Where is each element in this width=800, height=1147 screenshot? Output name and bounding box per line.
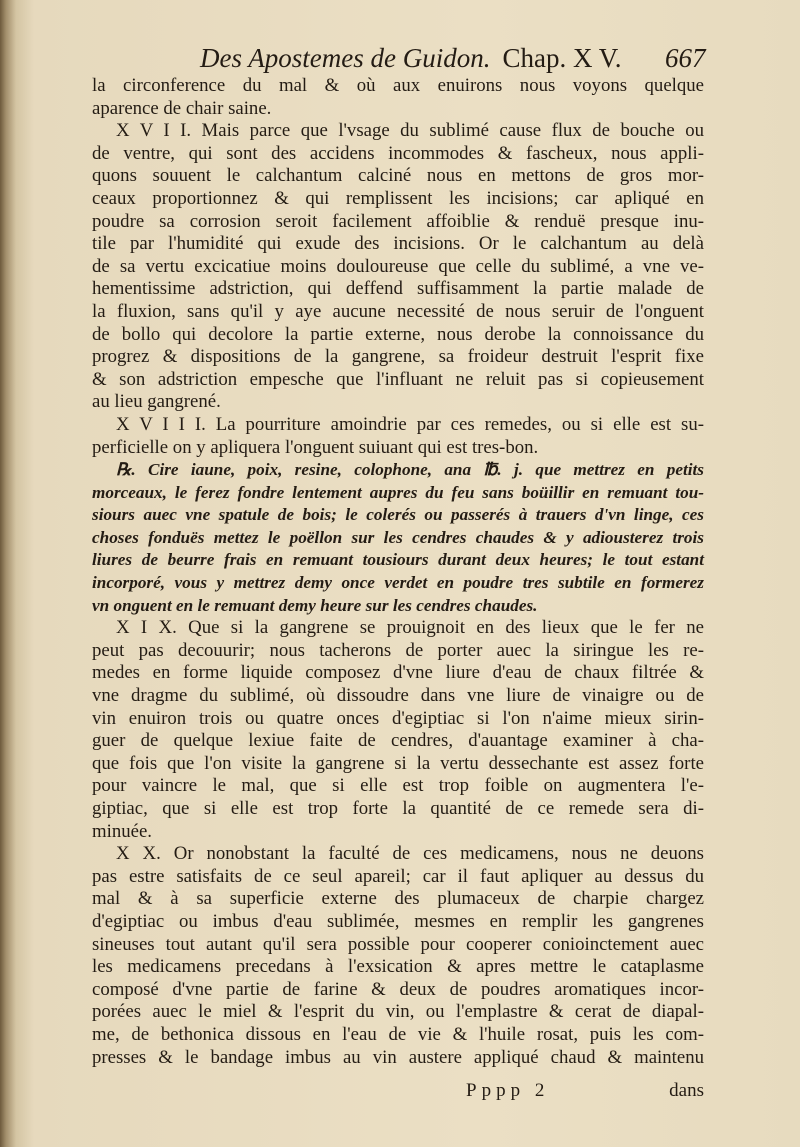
text-line: vne dragme du sublimé, où dissoudre dans vne liure de vinaigre ou de <box>92 685 704 707</box>
text-line: sineuses tout autant qu'il sera possible pour cooperer conioinctement auec <box>92 933 704 955</box>
body-text <box>92 75 704 1069</box>
text-line: poudre sa corrosion seroit facilement affoiblie & renduë presque inu- <box>92 210 704 232</box>
text-line: X X. Or nonobstant la faculté de ces medicamens, nous ne deuons <box>116 843 704 865</box>
text-line: pas estre satisfaits de ce seul apareil; car il faut apliquer au dessus du <box>92 865 704 887</box>
text-line: liures de beurre frais en remuant tousiours durant deux heures; le tout estant <box>92 550 704 570</box>
text-line: quons souuent le calchantum calciné nous en mettons de gros mor- <box>92 165 704 187</box>
page-number: 667 <box>665 43 706 73</box>
text-line: guer de quelque lexiue faite de cendres, d'auantage examiner à cha- <box>92 730 704 752</box>
text-line: morceaux, le ferez fondre lentement aupres du feu sans boüillir en remuant tou- <box>92 482 704 502</box>
signature-mark: Pppp 2 <box>466 1080 550 1101</box>
text-line: hementissime adstriction, qui deffend suffisamment la partie malade de <box>92 278 704 300</box>
text-line: siours auec vne spatule de bois; le colerés ou passerés à trauers d'vn linge, ces <box>92 505 704 525</box>
text-line: choses fonduës mettez le poëllon sur les cendres chaudes & y adiousterez trois <box>92 527 704 547</box>
text-line: minuée. <box>92 820 152 842</box>
text-line: X V I I. Mais parce que l'vsage du sublimé cause flux de bouche ou <box>116 120 704 142</box>
text-line: aparence de chair saine. <box>92 97 272 119</box>
header-chapter: Chap. X V. <box>502 43 622 73</box>
text-line: incorporé, vous y mettrez demy once verdet en poudre tres subtile en formerez <box>92 573 704 593</box>
text-line: ceaux proportionnez & qui remplissent les incisions; car apliqué en <box>92 187 704 209</box>
text-line: au lieu gangrené. <box>92 391 221 413</box>
text-line: que fois que l'on visite la gangrene si la vertu dessechante est assez forte <box>92 752 704 774</box>
text-line: les medicamens precedans à l'exsication & apres mettre le cataplasme <box>92 956 704 978</box>
text-line: vin enuiron trois ou quatre onces d'egiptiac si l'on n'aime mieux sirin- <box>92 707 704 729</box>
text-line: composé d'vne partie de farine & deux de poudres aromatiques incor- <box>92 978 704 1000</box>
text-line: d'egiptiac ou imbus d'eau sublimée, mesmes en remplir les gangrenes <box>92 910 704 932</box>
text-line: la fluxion, sans qu'il y aye aucune necessité de nous seruir de l'onguent <box>92 300 704 322</box>
text-line: peut pas decouurir; nous tacherons de porter auec la siringue les re- <box>92 639 704 661</box>
text-line: & son adstriction empesche que l'influant ne reluit pas si copieusement <box>92 368 704 390</box>
catchword: dans <box>669 1080 704 1101</box>
text-line: vn onguent en le remuant demy heure sur les cendres chaudes. <box>92 595 538 615</box>
text-line: la circonference du mal & où aux enuirons nous voyons quelque <box>92 75 704 96</box>
text-line: de ventre, qui sont des accidens incommodes & fascheux, nous appli- <box>92 142 704 164</box>
text-line: X I X. Que si la gangrene se prouignoit en des lieux que le fer ne <box>116 617 704 639</box>
page-footer <box>92 1078 704 1104</box>
text-line: pour vaincre le mal, que si elle est trop foible on augmentera l'e- <box>92 775 704 797</box>
text-line: mal & à sa superficie externe des plumaceux de charpie chargez <box>92 888 704 910</box>
text-line: tile par l'humidité qui exude des incisions. Or le calchantum au delà <box>92 233 704 255</box>
text-line: ℞. Cire iaune, poix, resine, colophone, ana ℔. j. que mettrez en petits <box>116 460 704 480</box>
text-line: de sa vertu excicatiue moins douloureuse que celle du sublimé, a vne ve- <box>92 255 704 277</box>
text-line: me, de bethonica dissous en l'eau de vie & l'huile rosat, puis les com- <box>92 1023 704 1045</box>
text-line: X V I I I. La pourriture amoindrie par ces remedes, ou si elle est su- <box>116 413 704 435</box>
text-line: perficielle on y apliquera l'onguent suiuant qui est tres-bon. <box>92 436 539 458</box>
text-line: presses & le bandage imbus au vin austere appliqué chaud & maintenu <box>92 1046 704 1068</box>
running-header <box>200 38 720 78</box>
text-line: giptiac, que si elle est trop forte la quantité de ce remede sera di- <box>92 798 704 819</box>
text-line: medes en forme liquide composez d'vne liure d'eau de chaux filtrée & <box>92 662 704 684</box>
text-line: porées auec le miel & l'esprit du vin, ou l'emplastre & cerat de diapal- <box>92 1001 704 1023</box>
text-line: de bollo qui decolore la partie externe, nous derobe la connoissance du <box>92 323 704 345</box>
text-line: progrez & dispositions de la gangrene, sa froideur destruit l'esprit fixe <box>92 346 704 368</box>
header-title: Des Apostemes de Guidon. <box>200 43 491 73</box>
